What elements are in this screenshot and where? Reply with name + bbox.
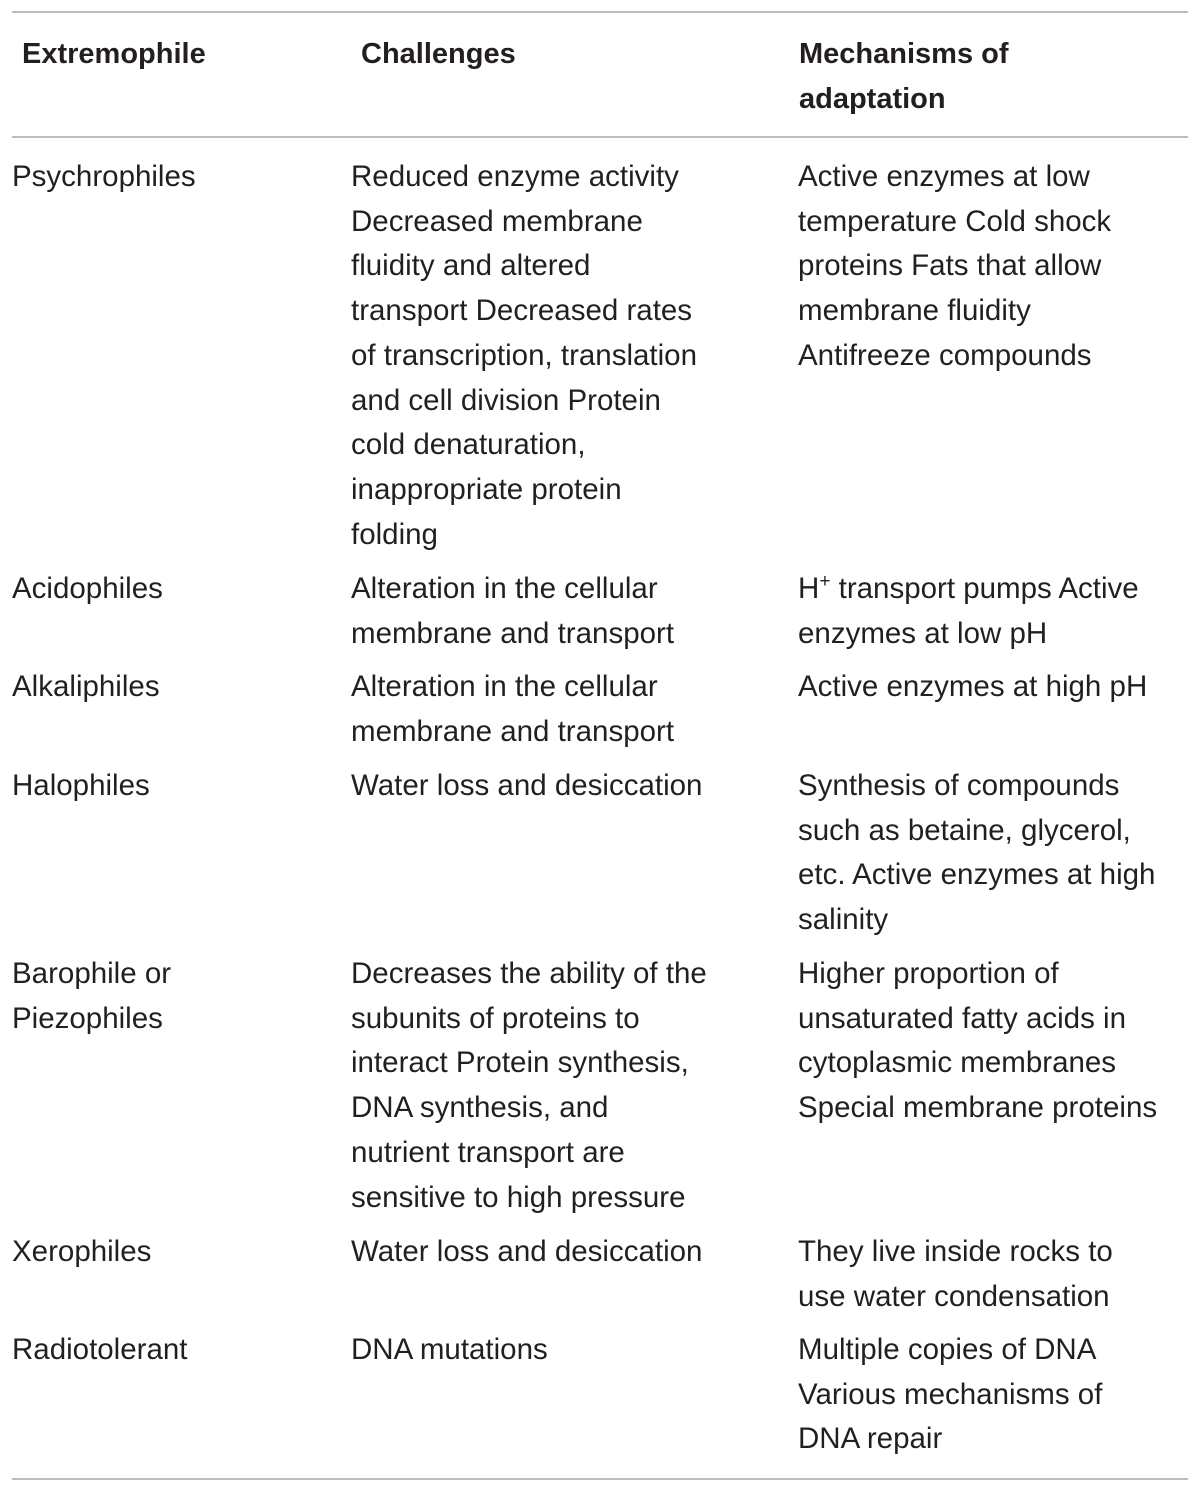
text-line: Alteration in the cellular xyxy=(351,670,658,703)
text-line: Water loss and desiccation xyxy=(351,1235,703,1268)
text-line: Various mechanisms of xyxy=(798,1377,1103,1411)
cell-mechanisms xyxy=(798,155,1198,379)
text-line: Antifreeze compounds xyxy=(798,338,1092,372)
text-line: subunits of proteins to xyxy=(351,1001,640,1035)
text-line: Decreases the ability of the xyxy=(351,957,707,990)
text-line: Active enzymes at high pH xyxy=(798,670,1148,703)
superscript: + xyxy=(819,571,831,592)
text-line: nutrient transport are xyxy=(351,1135,625,1169)
text-line: Special membrane proteins xyxy=(798,1091,1158,1125)
header-mechanisms-line2: adaptation xyxy=(799,83,946,115)
cell-mechanisms xyxy=(798,952,1198,1131)
text-line: proteins Fats that allow xyxy=(798,249,1102,283)
header-mechanisms xyxy=(799,32,1099,122)
cell-extremophile xyxy=(12,952,332,1041)
text-line: DNA mutations xyxy=(351,1333,548,1366)
text-line: Psychrophiles xyxy=(12,160,196,193)
text-line: interact Protein synthesis, xyxy=(351,1046,689,1080)
text-line: DNA repair xyxy=(798,1422,943,1456)
text-line: etc. Active enzymes at high xyxy=(798,858,1156,892)
text-line: membrane and transport xyxy=(351,714,675,748)
header-mechanisms-line1: Mechanisms of xyxy=(799,38,1009,70)
text-run: transport pumps Active xyxy=(830,572,1139,605)
text-line: cold denaturation, xyxy=(351,428,586,462)
text-line: DNA synthesis, and xyxy=(351,1091,609,1125)
text-line: Active enzymes at low xyxy=(798,160,1090,193)
cell-challenges xyxy=(351,155,771,557)
text-line: and cell division Protein xyxy=(351,383,661,417)
text-line: sensitive to high pressure xyxy=(351,1180,686,1214)
text-line: Piezophiles xyxy=(12,1001,163,1035)
text-line: transport Decreased rates xyxy=(351,294,693,328)
text-line: Higher proportion of xyxy=(798,957,1059,990)
text-line: unsaturated fatty acids in xyxy=(798,1001,1126,1035)
text-line: inappropriate protein xyxy=(351,472,622,506)
cell-extremophile xyxy=(12,567,332,612)
cell-challenges xyxy=(351,764,771,809)
cell-extremophile xyxy=(12,1230,332,1275)
text-line: Acidophiles xyxy=(12,572,163,605)
text-line: enzymes at low pH xyxy=(798,616,1048,650)
cell-mechanisms xyxy=(798,665,1198,710)
text-run: H xyxy=(798,572,820,605)
table-bottom-rule xyxy=(12,1478,1188,1480)
cell-challenges xyxy=(351,952,771,1220)
text-line: Water loss and desiccation xyxy=(351,769,703,802)
text-line: Multiple copies of DNA xyxy=(798,1333,1097,1366)
header-challenges: Challenges xyxy=(361,38,516,70)
cell-mechanisms xyxy=(798,1328,1198,1462)
text-line: fluidity and altered xyxy=(351,249,591,283)
text-line: salinity xyxy=(798,903,889,937)
text-line: folding xyxy=(351,517,438,551)
cell-challenges xyxy=(351,665,771,754)
text-line: Reduced enzyme activity xyxy=(351,160,679,193)
text-line: of transcription, translation xyxy=(351,338,697,372)
text-line: They live inside rocks to xyxy=(798,1235,1113,1268)
text-line: Alteration in the cellular xyxy=(351,572,658,605)
text-line: use water condensation xyxy=(798,1279,1110,1313)
cell-mechanisms xyxy=(798,1230,1198,1319)
text-line: Alkaliphiles xyxy=(12,670,160,703)
cell-extremophile xyxy=(12,1328,332,1373)
text-line: temperature Cold shock xyxy=(798,204,1112,238)
cell-challenges xyxy=(351,1230,771,1275)
header-extremophile: Extremophile xyxy=(22,38,206,70)
text-line: Synthesis of compounds xyxy=(798,769,1120,802)
text-line xyxy=(798,567,1198,612)
text-line: Xerophiles xyxy=(12,1235,152,1268)
table-header-rule xyxy=(12,136,1188,138)
text-line: Decreased membrane xyxy=(351,204,643,238)
cell-mechanisms xyxy=(798,567,1198,656)
cell-challenges xyxy=(351,567,771,656)
text-line: Radiotolerant xyxy=(12,1333,188,1366)
table-top-rule xyxy=(12,11,1188,13)
text-line: such as betaine, glycerol, xyxy=(798,813,1131,847)
cell-extremophile xyxy=(12,665,332,710)
cell-extremophile xyxy=(12,764,332,809)
cell-challenges xyxy=(351,1328,771,1373)
text-line: Halophiles xyxy=(12,769,150,802)
cell-extremophile xyxy=(12,155,332,200)
text-line: membrane fluidity xyxy=(798,294,1031,328)
text-line: cytoplasmic membranes xyxy=(798,1046,1117,1080)
text-line: Barophile or xyxy=(12,957,172,990)
cell-mechanisms xyxy=(798,764,1198,943)
text-line: membrane and transport xyxy=(351,616,675,650)
